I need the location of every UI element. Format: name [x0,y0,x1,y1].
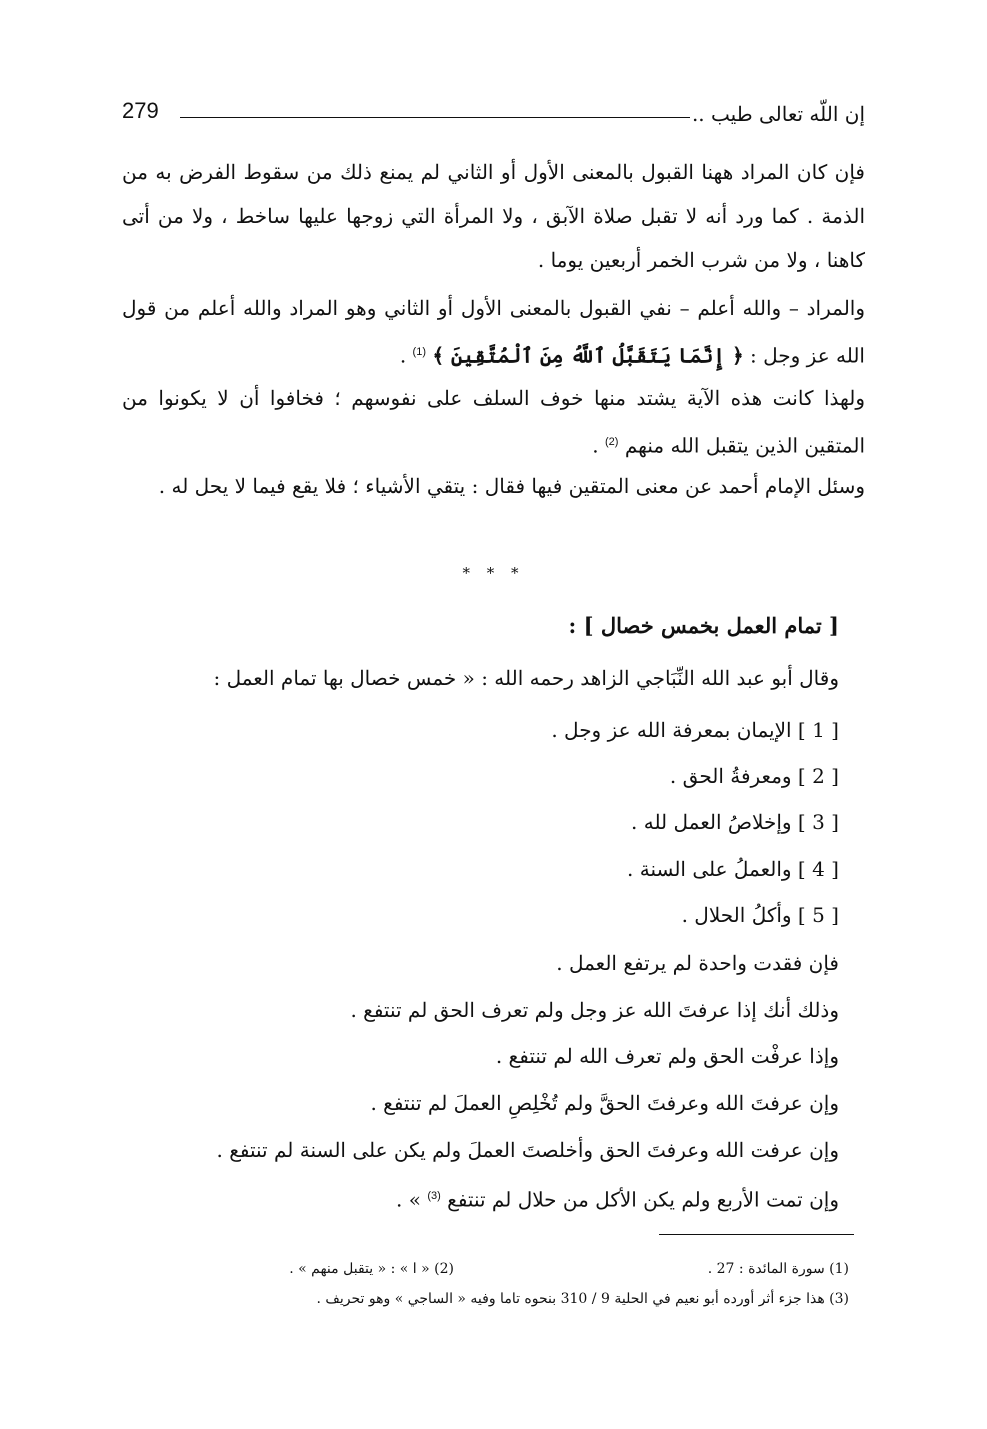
footnotes [110,1254,849,1314]
text-line: فإن فقدت واحدة لم يرتفع العمل . [556,951,839,975]
paragraph-2 [122,286,865,378]
footnote-1: (1) سورة المائدة : 27 . [707,1261,849,1277]
paragraph-1: فإن كان المراد ههنا القبول بالمعنى الأول أو الثاني لم يمنع ذلك من سقوط الفرض به من الذمة . كما ورد أنه لا تقبل صلاة الآبق ، ولا المرأة التي زوجها عليها ساخط ، ولا من أتى كاهنا ، ولا من شرب الخمر أربعين يوما . [122,160,865,272]
list-item: [ 4 ] والعملُ على السنة . [627,857,839,881]
last-line-end: » . [396,1187,428,1212]
paragraph-2-end: . [399,343,413,368]
text-line: وإذا عرفْت الحق ولم تعرف الله لم تنتفع . [495,1044,839,1068]
page-number: 279 [122,98,159,123]
list-item: [ 3 ] وإخلاصُ العمل لله . [631,810,839,834]
paragraph-2-text: والمراد – والله أعلم – نفي القبول بالمعنى الأول أو الثاني وهو المراد والله أعلم من قول الله عز وجل : [122,296,865,368]
paragraph-3 [122,376,865,468]
page-header [122,96,865,136]
footnote-ref-1: (1) [412,346,427,358]
header-rule [180,117,690,118]
last-line-text: وإن تمت الأربع ولم يكن الأكل من حلال لم تنتفع [447,1187,839,1212]
running-title: إن اللّه تعالى طيب .. [691,102,865,126]
text-line: وإن عرفت الله وعرفتَ الحق وأخلصتَ العملَ ولم يكن على السنة لم تنتفع . [216,1138,839,1162]
text-line-last [110,1176,839,1220]
section-intro: وقال أبو عبد الله النِّبَاجي الزاهد رحمه الله : « خمس خصال بها تمام العمل : [213,666,839,690]
list-item: [ 5 ] وأكلُ الحلال . [681,903,839,927]
footnote-ref-3: (3) [427,1190,441,1202]
quran-verse: ﴿ إِنَّمَا يَتَقَبَّلُ ٱللَّهُ مِنَ ٱلْمُتَّقِينَ ﴾ [432,343,744,368]
footnote-ref-2: (2) [605,436,619,448]
paragraph-4: وسئل الإمام أحمد عن معنى المتقين فيها فقال : يتقي الأشياء ؛ فلا يقع فيما لا يحل له . [158,474,865,498]
paragraph-3-text: ولهذا كانت هذه الآية يشتد منها خوف السلف على نفوسهم ؛ فخافوا أن لا يكونوا من المتقين الذين يتقبل الله منهم [122,386,865,458]
footnote-row [110,1254,849,1284]
section-heading: [ تمام العمل بخمس خصال ] : [568,613,839,638]
text-line: وإن عرفتَ الله وعرفتَ الحقَّ ولم تُخْلِصِ العملَ لم تنتفع . [370,1091,839,1115]
footnote-3: (3) هذا جزء أثر أورده أبو نعيم في الحلية 9 / 310 بنحوه تاما وفيه « الساجي » وهو تحريف . [316,1291,849,1307]
text-line: وذلك أنك إذا عرفتَ الله عز وجل ولم تعرف الحق لم تنتفع . [350,998,839,1022]
list-item: [ 2 ] ومعرفةُ الحق . [669,764,839,788]
section-separator: * * * [462,564,525,582]
footnote-rule [659,1234,854,1235]
paragraph-3-end: . [592,433,605,458]
footnote-2: (2) « ا » : « يتقبل منهم » . [289,1261,454,1277]
footnote-row [110,1284,849,1314]
list-item: [ 1 ] الإيمان بمعرفة الله عز وجل . [551,718,839,742]
